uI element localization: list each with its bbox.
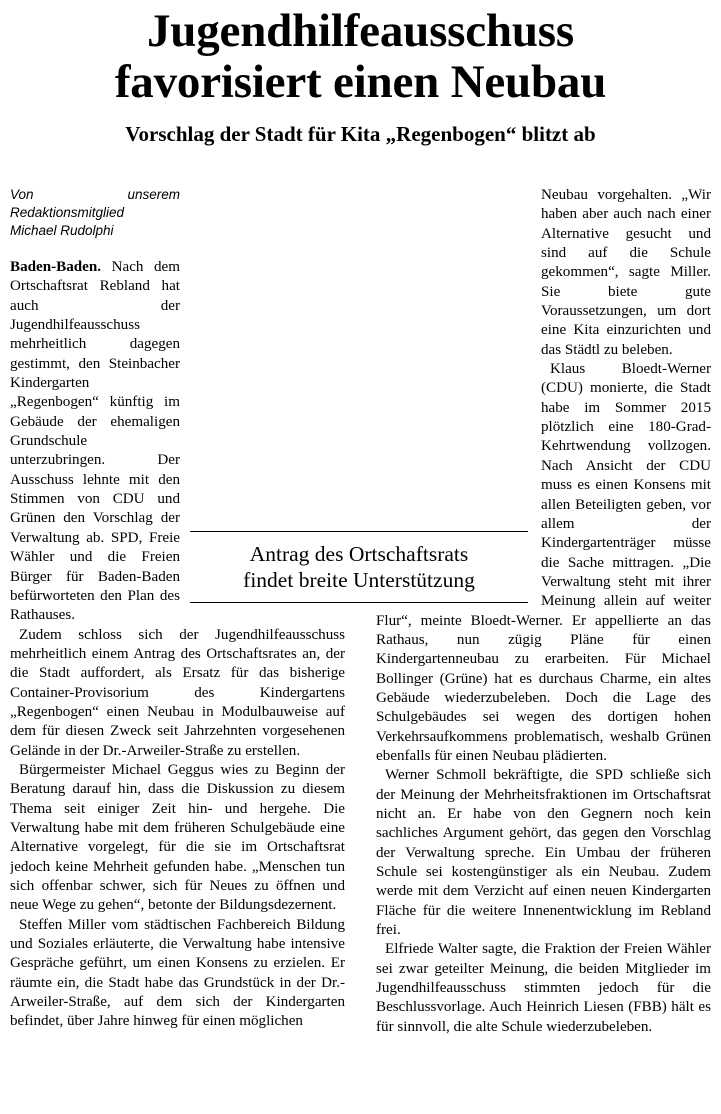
paragraph [376,186,711,360]
headline-line-1: Jugendhilfeausschuss [147,5,574,57]
column-right [376,186,711,1111]
subheadline: Vorschlag der Stadt für Kita „Regenbogen“ blitzt ab [125,121,596,146]
column-left [10,186,345,1111]
pullquote [190,531,528,603]
paragraph [10,626,345,761]
pullquote-line-1: Antrag des Ortschaftsrats [249,542,469,566]
byline [10,186,345,240]
page-title [10,0,711,108]
headline-line-2: favorisiert einen Neubau [114,55,607,108]
paragraph [376,766,711,940]
paragraph-text: Steffen Miller vom städtischen Fachbereich Bildung und Soziales erläuterte, die Verwaltung habe intensive Gespräche geführt, um einen Konsens zu erzielen. Er räumte ein, die Stadt habe das Grundstück in der Dr.-Arweiler-Straße, auf dem sich der Kindergarten befindet, über Jahre hinweg für einen möglichen [10,916,345,1030]
paragraph-text: Elfriede Walter sagte, die Fraktion der Freien Wähler sei zwar geteilter Meinung, die beiden Mitglieder im Jugendhilfeausschuss stimmten jedoch für die Beschlussvorlage. Auch Heinrich Liesen (FBB) hält es für sinnvoll, die alte Schule wiederzubeleben. [376,941,711,1035]
paragraph-text: Zudem schloss sich der Jugendhilfeausschuss mehrheitlich einem Antrag des Ortschaftsrates an, der die Stadt auffordert, als Ersatz für das bisherige Container-Provisorium des Kindergartens „Regenbogen“ einen Neubau in Modulbauweise auf dem für diesen Zweck seit Jahrzehnten vorgesehenen Gelände in der Dr.-Arweiler-Straße zu erstellen. [10,626,345,759]
pullquote-line-2: findet breite Unterstützung [243,568,475,592]
paragraph-text: Neubau vorgehalten. „Wir haben aber auch nach einer Alternative gesucht und sind auf die Schule gekommen“, sagte Miller. Sie biete gute Voraussetzungen, um dort eine Kita einzurichten und das Städtl zu beleben. [541,187,711,358]
paragraph-text: Nach dem Ortschaftsrat Rebland hat auch der Jugendhilfeausschuss mehrheitlich dagegen gestimmt, den Steinbacher Kindergarten „Regenbogen“ künftig im Gebäude der ehemaligen Grundschule unterzubringen. Der Ausschuss lehnte mit den Stimmen von CDU und Grünen den Vorschlag der Verwaltung ab. SPD, Freie Wähler und die Freien Bürger für Baden-Baden befürworteten den Plan des Rathauses. [10,259,180,624]
paragraph-text: Werner Schmoll bekräftigte, die SPD schließe sich der Meinung der Mehrheitsfraktionen im Ortschaftsrat nicht an. Er habe von den Gegnern noch kein sachliches Argument gehört, das gegen den Vorschlag der Verwaltung spreche. Ein Umbau der früheren Schule sei kostengünstiger als ein Neubau. Zudem werde mit dem Verzicht auf einen neuen Kindergarten Fläche für die weitere Innenentwicklung im Rebland frei. [376,767,711,939]
byline-line-1: Von unserem Redaktionsmitglied [10,187,180,220]
article-body [10,186,711,1111]
byline-line-2: Michael Rudolphi [10,223,114,238]
paragraph [10,761,345,916]
paragraph [376,940,711,1037]
paragraph-text: Bürgermeister Michael Geggus wies zu Beginn der Beratung darauf hin, dass die Diskussion zu diesem Thema seit einiger Zeit hin- und hergehe. Die Verwaltung habe mit dem früheren Schulgebäude eine Alternative vorgelegt, für die sie im Ortschaftsrat jedoch keine Mehrheit gefunden habe. „Menschen tun sich offenbar schwer, sich für Neues zu öffnen und neue Wege zu gehen“, betonte der Bildungsdezernent. [10,761,345,914]
paragraph [10,916,345,1032]
dateline: Baden-Baden. [10,259,102,275]
paragraph-text: Klaus Bloedt-Werner (CDU) monierte, die Stadt habe im Sommer 2015 plötzlich eine 180-Grad-Kehrtwendung vollzogen. Nach Ansicht der CDU muss es einen Konsens mit allen Beteiligten geben, vor allem der Kindergartenträger müsse die Sache mittragen. „Die Verwaltung steht mit ihrer Meinung allein auf weiter Flur“, meinte Bloedt-Werner. Er appellierte an das Rathaus, nun zügig Pläne für einen Kindergartenneubau zu erarbeiten. Für Michael Bollinger (Grüne) hat es durchaus Charme, ein altes Gebäude wiederzubeleben. Doch die Lage des Schulgebäudes sei wegen des dortigen hohen Verkehrsaufkommens problematisch, weshalb Grünen ebenfalls für einen Neubau plädierten. [376,361,711,764]
